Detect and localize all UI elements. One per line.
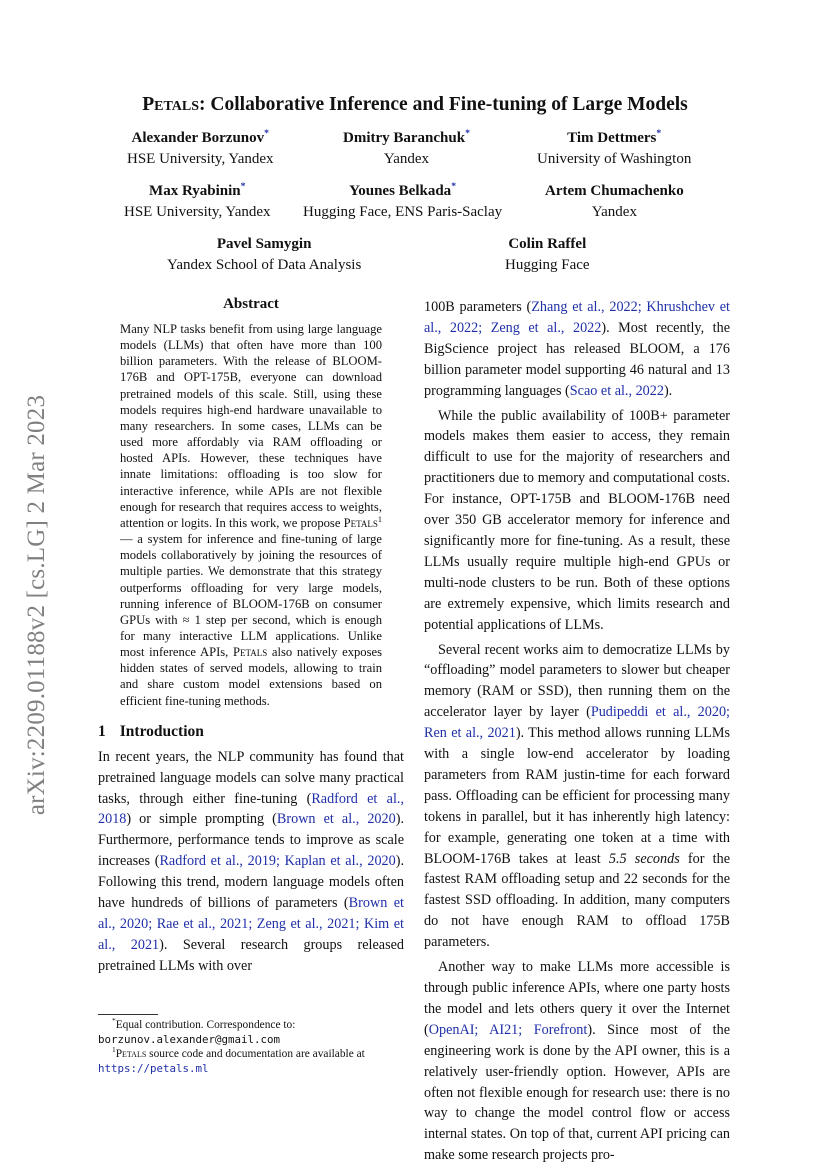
author-name: Pavel Samygin — [216, 236, 312, 252]
author-block — [124, 181, 271, 223]
author-affiliation: Yandex — [591, 204, 637, 220]
citation-link[interactable]: Zhang et al., 2022; Khrushchev et al., 2022; Zeng et al., 2022 — [424, 299, 730, 336]
section-heading-introduction: 1 Introduction — [98, 722, 204, 740]
footnote-marker: 1 — [377, 514, 382, 524]
author-name: Dmitry Baranchuk* — [343, 128, 470, 146]
right-column — [424, 297, 730, 1166]
citation-link[interactable]: Radford et al., 2019; Kaplan et al., 2020 — [159, 853, 396, 870]
author-block — [537, 128, 691, 170]
arxiv-identifier-text: arXiv:2209.01188v2 [cs.LG] 2 Mar 2023 — [23, 394, 51, 816]
citation-link[interactable]: OpenAI; AI21; Forefront — [428, 1021, 588, 1038]
author-block — [167, 234, 361, 276]
arxiv-identifier — [22, 370, 52, 840]
intro-paragraph: In recent years, the NLP community has found that pretrained language models can solve many practical tasks, through either fine-tuning (Radford et al., 2018) or simple prompting (Brown et al., 2020). Furthermore, performance tends to improve as scale increases (Radford et al., 2019; Kaplan et al., 2020). Following this trend, modern language models often have hundreds of billions of parameters (Brown et al., 2020; Rae et al., 2021; Zeng et al., 2021; Kim et al., 2021). Several research groups released pretrained LLMs with over — [98, 748, 405, 974]
author-affiliation: University of Washington — [537, 151, 692, 167]
author-block — [127, 128, 274, 170]
author-affiliation: HSE University, Yandex — [124, 204, 271, 220]
abstract-text: Many NLP tasks benefit from using large language models (LLMs) that often have more than 100 billion parameters. With the release of BLOOM-176B and OPT-175B, everyone can download pretrained models of this scale. Still, using these models requires high-end hardware unavailable to many researchers. In some cases, LLMs can be used more affordably via RAM offloading or hosted APIs. However, these techniques have innate limitations: offloading is too slow for interactive inference, while APIs are not flexible enough for research that requires access to weights, attention or logits. In this work, we propose Petals$^1$ — a system for inference and fine-tuning of large models collaboratively by joining the resources of multiple parties. We demonstrate that this strategy outperforms offloading for very large models, running inference of BLOOM-176B on consumer GPUs with ≈ 1 step per second, which is enough for many interactive LLM applications. Unlike most inference APIs, Petals also natively exposes hidden states of served models, allowing to train and share custom model extensions based on efficient fine-tuning methods. — [120, 322, 382, 708]
intro-paragraph: Several recent works aim to democratize LLMs by “offloading” model parameters to slower but cheaper memory (RAM or SSD), then running them on the accelerator layer by layer (Pudipeddi et al., 2020; Ren et al., 2021). This method allows running LLMs with a single low-end accelerator by loading parameters from RAM justin-time for each forward pass. Offloading can be efficient for processing many tokens in parallel, but it has inherently high latency: for example, generating one token at a time with BLOOM-176B takes at least 5.5 seconds for the fastest RAM offloading setup and 22 seconds for the fastest SSD offloading. In addition, many computers do not have enough RAM to offload 175B parameters. — [424, 641, 730, 951]
title-rest: : Collaborative Inference and Fine-tuning of Large Models — [199, 94, 688, 115]
author-block — [343, 128, 470, 170]
footnote-url — [98, 1062, 404, 1077]
author-name: Max Ryabinin* — [149, 181, 246, 199]
intro-paragraph: While the public availability of 100B+ parameter models makes them easier to access, they remain difficult to use for the majority of researchers and practitioners due to memory and computational costs. For instance, OPT-175B and BLOOM-176B need over 350 GB accelerator memory for inference and significantly more for fine-tuning. As a result, these LLMs usually require multiple high-end GPUs or multi-node clusters to be run. Both of these options are extremely expensive, which limits research and potential applications of LLMs. — [424, 407, 730, 633]
footnote-rule — [98, 1014, 158, 1015]
author-name: Alexander Borzunov* — [131, 128, 270, 146]
footnotes — [98, 1014, 404, 1076]
footnote-email: borzunov.alexander@gmail.com — [98, 1032, 281, 1046]
author-name: Artem Chumachenko — [545, 183, 684, 199]
citation-link[interactable]: Radford et al., 2018 — [98, 790, 404, 828]
author-affiliation: Hugging Face — [505, 257, 590, 273]
author-affiliation: HSE University, Yandex — [127, 151, 274, 167]
citation-link[interactable]: Scao et al., 2022 — [569, 382, 664, 399]
author-affiliation: Yandex — [383, 151, 430, 167]
author-name: Tim Dettmers* — [567, 128, 662, 146]
author-affiliation: Hugging Face, ENS Paris-Saclay — [303, 204, 503, 220]
footnote-source-code: $^1$Petals source code and documentation are available at — [112, 1045, 365, 1061]
intro-paragraph: 100B parameters (Zhang et al., 2022; Khrushchev et al., 2022; Zeng et al., 2022). Most recently, the BigScience project has released BLOOM, a 176 billion parameter model supporting 46 natural and 13 programming languages (Scao et al., 2022). — [424, 299, 731, 399]
paper-title — [98, 94, 732, 116]
citation-link[interactable]: Pudipeddi et al., 2020; Ren et al., 2021 — [424, 704, 730, 742]
citation-link[interactable]: Brown et al., 2020 — [276, 811, 396, 828]
abstract-heading: Abstract — [223, 296, 279, 312]
author-affiliation: Yandex School of Data Analysis — [167, 257, 362, 273]
author-name: Colin Raffel — [508, 236, 587, 252]
title-system-name: Petals — [142, 94, 200, 115]
petals-url-link[interactable]: https://petals.ml — [98, 1061, 209, 1075]
author-block — [545, 181, 684, 223]
footnote-equal-contribution: *Equal contribution. Correspondence to: — [112, 1016, 296, 1031]
left-column — [98, 296, 404, 977]
author-block — [505, 234, 590, 276]
author-block — [303, 181, 502, 223]
intro-paragraph: Another way to make LLMs more accessible is through public inference APIs, where one party hosts the model and lets others query it over the Internet (OpenAI; AI21; Forefront). Since most of the engineering work is done by the API owner, this is a relatively user-friendly option. However, APIs are often not flexible enough for research use: there is no way to change the model control flow or access internal states. On top of that, current API pricing can make some research projects pro- — [424, 959, 730, 1164]
author-name: Younes Belkada* — [349, 181, 457, 199]
citation-link[interactable]: Brown et al., 2020; Rae et al., 2021; Zeng et al., 2021; Kim et al., 2021 — [98, 895, 404, 953]
